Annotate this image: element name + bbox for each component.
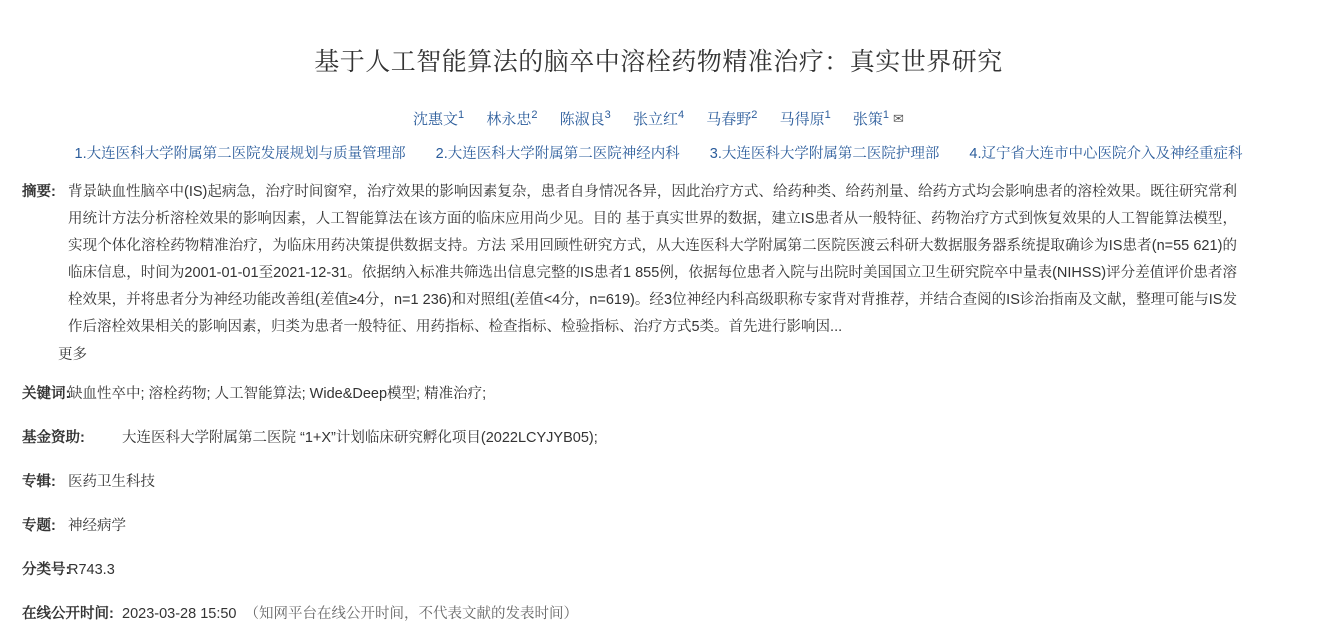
keywords-row [10,381,1307,408]
author-item[interactable] [780,111,835,128]
author-list [10,108,1307,129]
abstract-text: 背景缺血性脑卒中(IS)起病急，治疗时间窗窄，治疗效果的影响因素复杂，患者自身情况各异，因此治疗方式、给药种类、给药剂量、给药方式均会影响患者的溶栓效果。既往研究常利用统计方法分析溶栓效果的影响因素，人工智能算法在该方面的临床应用尚少见。目的 基于真实世界的数据，建立IS患者从一般特征、药物治疗方式到恢复效果的人工智能算法模型，实现个体化溶栓药物精准治疗，为临床用药决策提供数据支持。方法 采用回顾性研究方式，从大连医科大学附属第二医院医渡云科研大数据服务器系统提取确诊为IS患者(n=55 621)的临床信息，时间为2001-01-01至2021-12-31。依据纳入标准共筛选出信息完整的IS患者1 855例，依据每位患者入院与出院时美国国立卫生研究院卒中量表(NIHSS)评分差值评价患者溶栓效果，并将患者分为神经功能改善组(差值≥4分，n=1 236)和对照组(差值<4分，n=619)。经3位神经内科高级职称专家背对背推荐，并结合查阅的IS诊治指南及文献，整理可能与IS发作后溶栓效果相关的影响因素，归类为患者一般特征、用药指标、检查指标、检验指标、治疗方式5类。首先进行影响因... [68,184,1237,335]
author-affiliation-index: 1 [824,109,831,121]
envelope-icon[interactable]: ✉ [893,111,904,126]
funding-row [10,425,1307,452]
keywords-label: 关键词: [22,386,71,402]
affiliation-item[interactable]: 4.辽宁省大连市中心医院介入及神经重症科 [969,146,1243,162]
author-name: 马得原 [779,111,825,128]
author-affiliation-index: 1 [458,109,465,121]
author-item[interactable] [486,111,541,128]
author-item-corresponding[interactable] [853,111,904,128]
funding-value[interactable]: 大连医科大学附属第二医院 “1+X”计划临床研究孵化项目(2022LCYJYB05); [122,430,598,446]
affiliation-item[interactable]: 3.大连医科大学附属第二医院护理部 [709,146,940,162]
affiliation-item[interactable]: 2.大连医科大学附属第二医院神经内科 [435,146,680,162]
topic-value[interactable]: 神经病学 [68,518,126,534]
topic-label: 专题: [22,518,56,534]
author-item[interactable] [560,111,615,128]
author-name: 陈淑良 [559,111,605,128]
collection-row [10,469,1307,496]
author-name: 张策 [852,111,883,128]
author-name: 林永忠 [486,111,532,128]
classification-row [10,557,1307,584]
author-affiliation-index: 3 [604,109,611,121]
author-name: 沈惠文 [413,111,459,128]
author-affiliation-index: 4 [677,109,685,121]
page-title: 基于人工智能算法的脑卒中溶栓药物精准治疗：真实世界研究 [314,48,1003,76]
online-date-label: 在线公开时间: [22,606,114,622]
classification-value[interactable]: R743.3 [68,562,115,578]
online-date-value [122,601,1307,628]
author-item[interactable] [633,111,688,128]
funding-label: 基金资助: [22,430,85,446]
author-name: 马春野 [706,111,752,128]
author-name: 张立红 [632,111,678,128]
author-affiliation-index: 2 [531,109,538,121]
online-date-text: 2023-03-28 15:50 [122,606,237,622]
abstract-row [10,179,1307,341]
online-date-row [10,601,1307,628]
collection-value[interactable]: 医药卫生科技 [68,474,155,490]
author-item[interactable] [706,111,761,128]
affiliation-list [10,142,1307,163]
keywords-value[interactable]: 缺血性卒中; 溶栓药物; 人工智能算法; Wide&Deep模型; 精准治疗; [68,386,487,402]
collection-label: 专辑: [22,474,56,490]
author-affiliation-index: 1 [882,109,890,121]
classification-label: 分类号: [22,562,71,578]
online-date-note: （知网平台在线公开时间，不代表文献的发表时间） [244,606,578,622]
author-item[interactable] [413,111,468,128]
author-affiliation-index: 2 [751,109,758,121]
abstract-label: 摘要: [22,184,56,200]
affiliation-item[interactable]: 1.大连医科大学附属第二医院发展规划与质量管理部 [74,146,406,162]
topic-row [10,513,1307,540]
abstract-more-link[interactable]: 更多 [58,347,87,363]
